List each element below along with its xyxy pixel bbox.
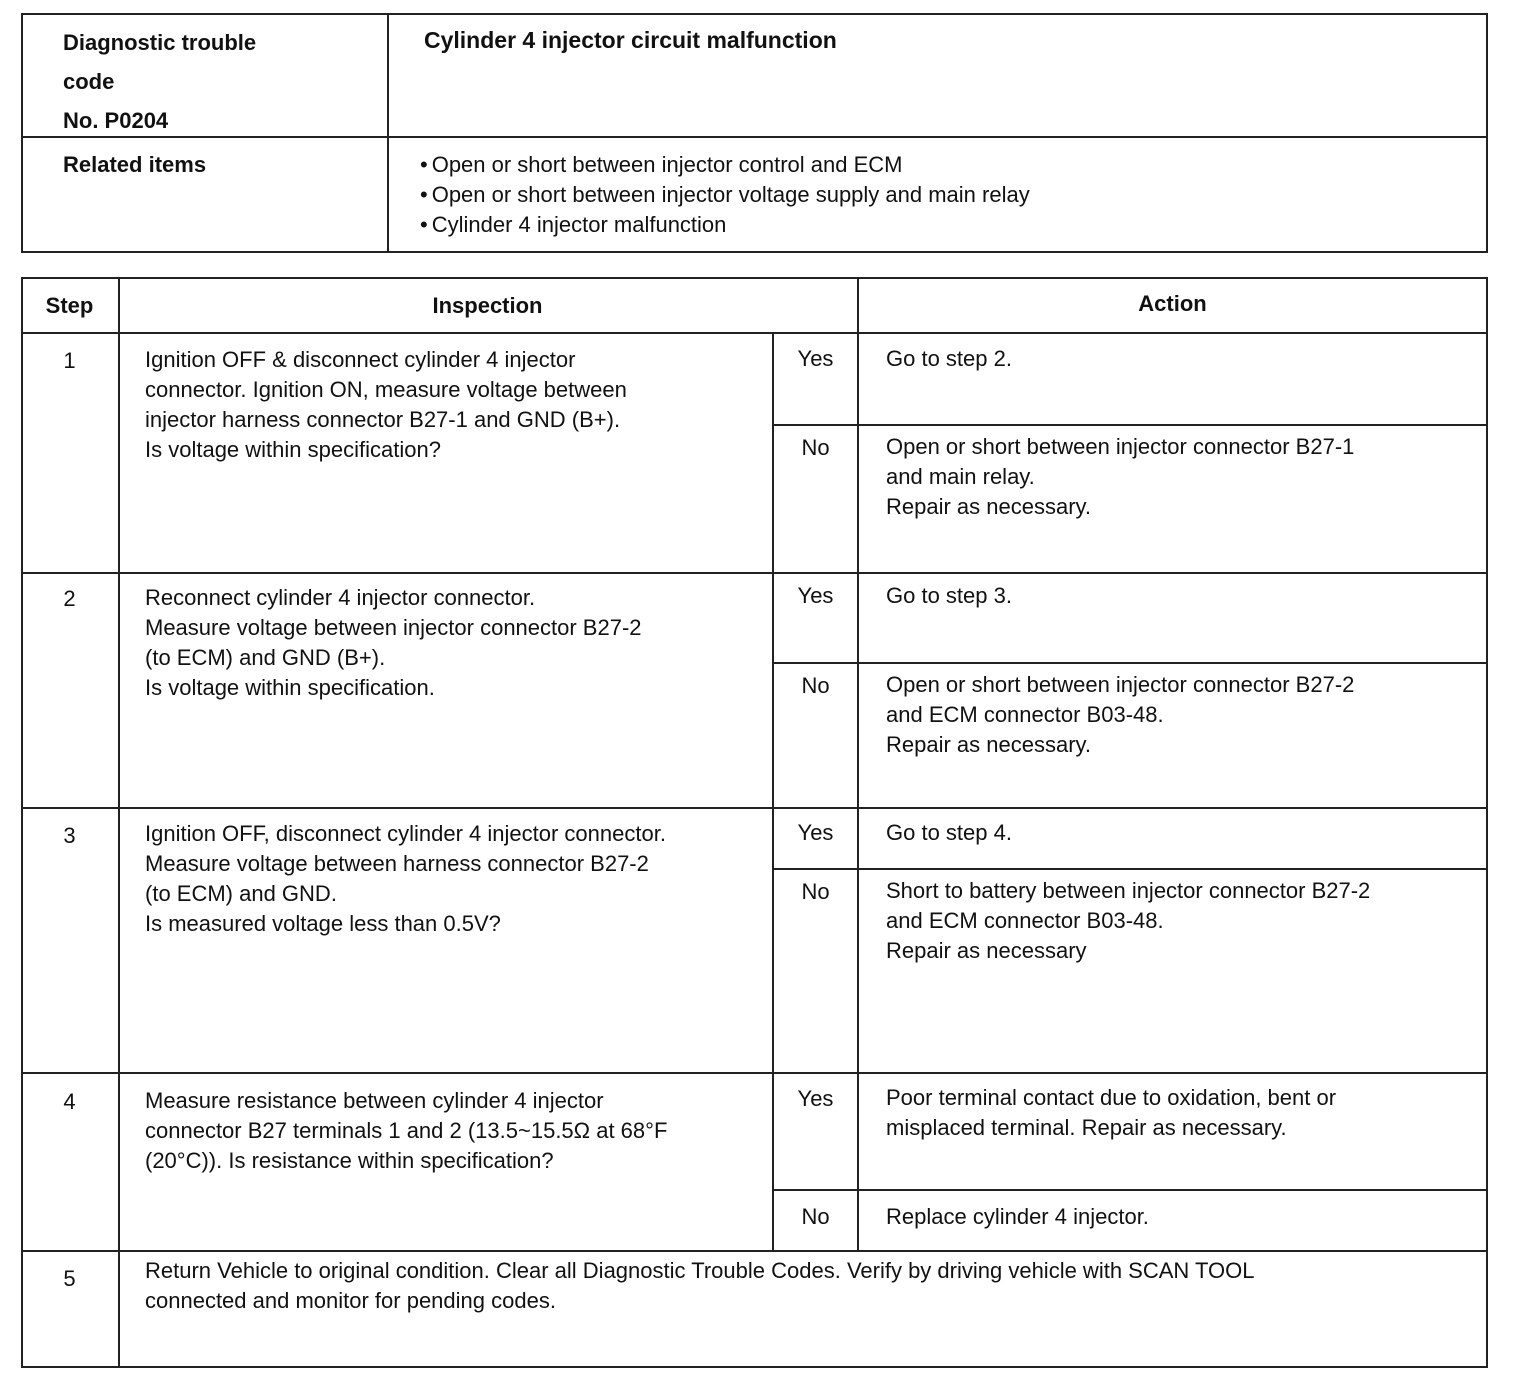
no-label: No <box>801 673 830 698</box>
yes-action-text: Go to step 2. <box>886 346 1012 371</box>
related-item: • Open or short between injector voltage supply and main relay <box>420 180 1470 210</box>
final-step-text: Return Vehicle to original condition. Clear all Diagnostic Trouble Codes. Verify by driving vehicle with SCAN TOOL connected and monitor for pending codes. <box>145 1258 1255 1313</box>
yes-label: Yes <box>797 1086 834 1111</box>
step-row-divider <box>21 572 1488 574</box>
step-row-divider <box>21 1072 1488 1074</box>
related-items-list <box>420 150 1470 240</box>
yes-no-column-divider <box>772 332 774 1252</box>
no-label: No <box>801 1204 830 1229</box>
step-number: 3 <box>63 823 76 848</box>
no-label: No <box>801 879 830 904</box>
step-number: 1 <box>63 348 76 373</box>
step-row-divider <box>21 1250 1488 1252</box>
step2-yes-no-divider <box>772 662 1488 664</box>
action-column-header: Action <box>1138 291 1207 316</box>
step-column-header: Step <box>45 293 94 318</box>
dtc-title: Cylinder 4 injector circuit malfunction <box>424 27 837 53</box>
step-inspection-text: Ignition OFF & disconnect cylinder 4 injector connector. Ignition ON, measure voltage between injector harness connector B27-1 and GND (B+). Is voltage within specification? <box>145 347 627 462</box>
step4-yes-no-divider <box>772 1189 1488 1191</box>
step-number: 5 <box>63 1266 76 1291</box>
related-items-label: Related items <box>63 152 207 177</box>
step-column-divider <box>118 277 120 1368</box>
yes-label: Yes <box>797 820 834 845</box>
no-action-text: Open or short between injector connector B27-1 and main relay. Repair as necessary. <box>886 434 1355 519</box>
yes-label: Yes <box>797 583 834 608</box>
step-inspection-text: Ignition OFF, disconnect cylinder 4 injector connector. Measure voltage between harness connector B27-2 (to ECM) and GND. Is measured voltage less than 0.5V? <box>145 821 666 936</box>
step1-yes-no-divider <box>772 424 1488 426</box>
step-inspection-text: Reconnect cylinder 4 injector connector. Measure voltage between injector connector B27-2 (to ECM) and GND (B+). Is voltage within specification. <box>145 585 642 700</box>
step-row-divider <box>21 807 1488 809</box>
related-item: • Cylinder 4 injector malfunction <box>420 210 1470 240</box>
yes-label: Yes <box>797 346 834 371</box>
inspection-column-header: Inspection <box>432 293 543 318</box>
dtc-code-label: Diagnostic trouble code No. P0204 <box>63 30 257 133</box>
header-divider-vertical <box>387 13 389 253</box>
related-item: • Open or short between injector control and ECM <box>420 150 1470 180</box>
no-label: No <box>801 435 830 460</box>
no-action-text: Short to battery between injector connector B27-2 and ECM connector B03-48. Repair as necessary <box>886 878 1371 963</box>
yes-action-text: Go to step 3. <box>886 583 1012 608</box>
no-action-text: Open or short between injector connector B27-2 and ECM connector B03-48. Repair as necessary. <box>886 672 1355 757</box>
yes-action-text: Poor terminal contact due to oxidation, bent or misplaced terminal. Repair as necessary. <box>886 1085 1337 1140</box>
step3-yes-no-divider <box>772 868 1488 870</box>
yes-action-text: Go to step 4. <box>886 820 1012 845</box>
header-row-divider <box>21 332 1488 334</box>
no-action-text: Replace cylinder 4 injector. <box>886 1204 1149 1229</box>
step-number: 4 <box>63 1089 76 1114</box>
step-inspection-text: Measure resistance between cylinder 4 injector connector B27 terminals 1 and 2 (13.5~15.5Ω at 68°F (20°C)). Is resistance within specification? <box>145 1088 668 1173</box>
step-number: 2 <box>63 586 76 611</box>
